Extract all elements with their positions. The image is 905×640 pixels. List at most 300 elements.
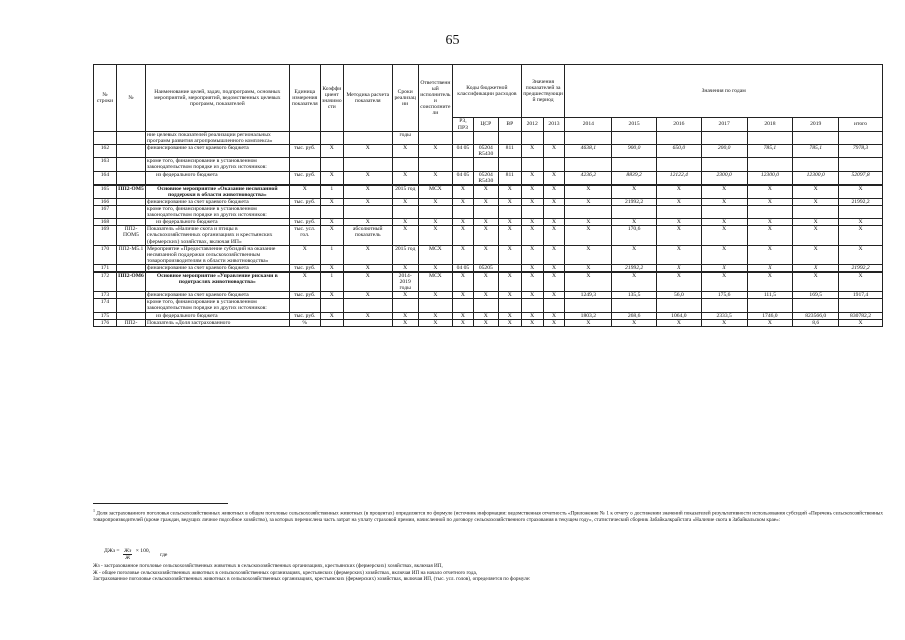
- table-cell: 7978,3: [839, 145, 883, 158]
- table-cell: X: [320, 312, 343, 319]
- table-cell: 1: [320, 272, 343, 292]
- table-cell: 171: [94, 264, 117, 272]
- table-cell: [473, 206, 498, 219]
- table-cell: [793, 299, 839, 312]
- table-cell: X: [343, 245, 392, 264]
- table-cell: X: [498, 292, 521, 299]
- table-cell: 830782,2: [839, 312, 883, 319]
- table-cell: 785,1: [747, 145, 793, 158]
- table-cell: X: [612, 272, 657, 292]
- table-cell: X: [793, 264, 839, 272]
- table-row: [94, 206, 883, 219]
- header-number: №: [116, 65, 145, 132]
- table-cell: X: [453, 272, 474, 292]
- table-cell: [289, 158, 320, 171]
- table-cell: [418, 132, 452, 145]
- table-cell: 12300,0: [793, 171, 839, 185]
- table-cell: 8,6: [793, 319, 839, 326]
- table-cell: 174: [94, 299, 117, 312]
- table-cell: X: [473, 319, 498, 326]
- table-cell: [543, 299, 565, 312]
- footnote: [93, 508, 883, 524]
- table-cell: [116, 299, 145, 312]
- table-cell: [612, 158, 657, 171]
- table-cell: X: [418, 145, 452, 158]
- table-cell: тыс. руб.: [289, 145, 320, 158]
- formula-rhs: × 100,: [135, 548, 151, 554]
- table-cell: X: [521, 171, 543, 185]
- table-cell: 21992,2: [839, 198, 883, 205]
- table-cell: [320, 299, 343, 312]
- header-terms: Сроки реализации: [392, 65, 418, 132]
- table-cell: 169: [94, 226, 117, 245]
- table-cell: X: [418, 312, 452, 319]
- table-cell: 2300,0: [701, 171, 747, 185]
- table-cell: [543, 206, 565, 219]
- header-year-2012: 2012: [521, 118, 543, 132]
- table-cell: X: [701, 219, 747, 226]
- table-cell: X: [565, 245, 612, 264]
- table-cell: X: [521, 319, 543, 326]
- table-cell: [498, 158, 521, 171]
- table-cell: X: [543, 264, 565, 272]
- table-cell: [543, 158, 565, 171]
- table-cell: X: [418, 171, 452, 185]
- table-cell: X: [498, 219, 521, 226]
- table-cell: X: [320, 145, 343, 158]
- table-cell: X: [289, 245, 320, 264]
- table-row: [94, 319, 883, 326]
- table-cell: 04 05: [453, 264, 474, 272]
- table-cell: X: [473, 292, 498, 299]
- table-cell: X: [657, 245, 702, 264]
- table-cell: X: [747, 319, 793, 326]
- table-cell: X: [543, 312, 565, 319]
- table-cell: 2015 год: [392, 245, 418, 264]
- table-cell: 05205: [473, 264, 498, 272]
- table-cell: X: [453, 245, 474, 264]
- table-cell: X: [543, 198, 565, 205]
- table-row: [94, 198, 883, 205]
- header-year-2014: 2014: [565, 118, 612, 132]
- table-cell: 268,6: [612, 312, 657, 319]
- table-cell: [498, 299, 521, 312]
- table-cell: X: [453, 319, 474, 326]
- table-cell: X: [343, 312, 392, 319]
- table-cell: тыс. руб.: [289, 312, 320, 319]
- table-cell: [116, 219, 145, 226]
- table-cell: 135,5: [612, 292, 657, 299]
- table-cell: X: [543, 226, 565, 245]
- table-cell: 1: [320, 245, 343, 264]
- table-cell: X: [453, 226, 474, 245]
- table-cell: [320, 319, 343, 326]
- table-cell: ПП2-ПОМ5: [116, 226, 145, 245]
- table-cell: [453, 206, 474, 219]
- table-cell: МСХ: [418, 185, 452, 199]
- formula-lhs: ДЖз =: [104, 548, 120, 554]
- table-cell: ПП2-М5.1: [116, 245, 145, 264]
- formula-denominator: Ж: [125, 555, 131, 561]
- table-cell: из федерального бюджета: [146, 171, 290, 185]
- table-cell: X: [289, 185, 320, 199]
- table-cell: X: [701, 264, 747, 272]
- table-cell: X: [343, 264, 392, 272]
- table-row: [94, 145, 883, 158]
- table-cell: [839, 132, 883, 145]
- indicators-table: [93, 64, 883, 327]
- table-cell: [747, 132, 793, 145]
- table-cell: X: [521, 198, 543, 205]
- table-cell: [392, 158, 418, 171]
- table-cell: [657, 132, 702, 145]
- header-prev-values: Значения показателей за предшествующий период: [521, 65, 565, 118]
- table-cell: 166: [94, 198, 117, 205]
- table-cell: X: [747, 226, 793, 245]
- table-cell: X: [657, 226, 702, 245]
- table-cell: 900,0: [612, 145, 657, 158]
- table-cell: Основное мероприятие «Управление рисками в подотраслях животноводства»: [146, 272, 290, 292]
- table-cell: [565, 206, 612, 219]
- table-cell: [320, 158, 343, 171]
- table-cell: X: [839, 319, 883, 326]
- table-cell: X: [612, 185, 657, 199]
- table-cell: X: [793, 198, 839, 205]
- table-cell: X: [320, 198, 343, 205]
- table-cell: кроме того, финансирование в установленном законодательством порядке из других источников:: [146, 299, 290, 312]
- table-cell: X: [320, 264, 343, 272]
- table-cell: X: [839, 219, 883, 226]
- table-cell: 8839,2: [612, 171, 657, 185]
- table-cell: [612, 132, 657, 145]
- table-cell: X: [343, 272, 392, 292]
- table-cell: [116, 158, 145, 171]
- table-cell: 1746,0: [747, 312, 793, 319]
- table-cell: X: [343, 292, 392, 299]
- table-cell: X: [701, 198, 747, 205]
- table-cell: X: [521, 312, 543, 319]
- table-cell: [612, 206, 657, 219]
- header-name: Наименование целей, задач, подпрограмм, основных мероприятий, мероприятий, ведомственных целевых программ, показателей: [146, 65, 290, 132]
- table-cell: X: [565, 264, 612, 272]
- table-cell: X: [747, 198, 793, 205]
- table-cell: [392, 206, 418, 219]
- table-cell: X: [612, 219, 657, 226]
- table-row: [94, 158, 883, 171]
- table-cell: [289, 299, 320, 312]
- table-cell: X: [392, 219, 418, 226]
- table-cell: [839, 158, 883, 171]
- table-cell: ПП2-: [116, 319, 145, 326]
- table-cell: X: [839, 226, 883, 245]
- table-cell: [116, 198, 145, 205]
- table-cell: X: [701, 245, 747, 264]
- formula-where: где: [160, 551, 168, 558]
- table-cell: X: [793, 226, 839, 245]
- table-cell: X: [343, 145, 392, 158]
- table-cell: X: [392, 319, 418, 326]
- table-cell: [94, 132, 117, 145]
- header-csr: ЦСР: [473, 118, 498, 132]
- table-row: [94, 171, 883, 185]
- table-cell: [289, 206, 320, 219]
- table-cell: 21992,2: [612, 264, 657, 272]
- table-cell: 12122,4: [657, 171, 702, 185]
- table-cell: X: [498, 272, 521, 292]
- table-cell: [473, 132, 498, 145]
- table-cell: [343, 299, 392, 312]
- table-cell: [453, 299, 474, 312]
- table-cell: X: [498, 226, 521, 245]
- table-cell: [498, 264, 521, 272]
- table-cell: 2014-2019 годы: [392, 272, 418, 292]
- table-cell: Показатель «Наличие скота и птицы в сельскохозяйственных организациях и крестьянских (фермерских) хозяйствах, включая ИП»: [146, 226, 290, 245]
- table-cell: X: [392, 292, 418, 299]
- table-cell: тыс. руб.: [289, 198, 320, 205]
- table-cell: X: [473, 245, 498, 264]
- formula-numerator: Жз: [124, 548, 132, 554]
- header-method: Методика расчета показателя: [343, 65, 392, 132]
- table-cell: Мероприятие «Предоставление субсидий на оказание несвязанной поддержки сельскохозяйственным товаропроизводителям в области животноводства»: [146, 245, 290, 264]
- table-cell: [498, 206, 521, 219]
- table-cell: 169,5: [793, 292, 839, 299]
- table-cell: финансирование за счет краевого бюджета: [146, 264, 290, 272]
- table-cell: [343, 319, 392, 326]
- table-cell: X: [320, 219, 343, 226]
- table-cell: [793, 132, 839, 145]
- table-cell: [747, 158, 793, 171]
- table-row: [94, 219, 883, 226]
- table-cell: Основное мероприятие «Оказание несвязанной поддержки в области животноводства»: [146, 185, 290, 199]
- header-vr: ВР: [498, 118, 521, 132]
- table-cell: X: [498, 245, 521, 264]
- table-cell: X: [521, 245, 543, 264]
- header-unit: Единица измерения показателя: [289, 65, 320, 132]
- table-cell: 1064,0: [657, 312, 702, 319]
- table-cell: 21992,2: [839, 264, 883, 272]
- table-cell: 04 05: [453, 145, 474, 158]
- table-cell: тыс. руб.: [289, 171, 320, 185]
- table-cell: X: [473, 198, 498, 205]
- table-cell: X: [543, 292, 565, 299]
- table-cell: [793, 206, 839, 219]
- table-cell: X: [521, 226, 543, 245]
- table-cell: X: [793, 219, 839, 226]
- table-cell: X: [473, 312, 498, 319]
- table-cell: 52097,8: [839, 171, 883, 185]
- table-cell: X: [498, 312, 521, 319]
- table-cell: X: [418, 198, 452, 205]
- table-cell: [473, 158, 498, 171]
- table-row: [94, 185, 883, 199]
- table-cell: X: [657, 264, 702, 272]
- table-cell: X: [473, 272, 498, 292]
- table-cell: [320, 132, 343, 145]
- table-cell: X: [543, 171, 565, 185]
- header-year-2015: 2015: [612, 118, 657, 132]
- table-cell: 170,6: [612, 226, 657, 245]
- table-cell: X: [543, 319, 565, 326]
- table-cell: [565, 299, 612, 312]
- table-cell: 163: [94, 158, 117, 171]
- definition-item: Жз - застрахованное поголовье сельскохозяйственных животных в сельскохозяйственных организациях, крестьянских (фермерских) хозяйствах, включая ИП,: [93, 563, 443, 569]
- header-row-number: № строки: [94, 65, 117, 132]
- table-cell: [521, 158, 543, 171]
- table-cell: X: [565, 198, 612, 205]
- table-cell: [701, 158, 747, 171]
- table-cell: X: [612, 319, 657, 326]
- table-cell: X: [747, 264, 793, 272]
- formula: [104, 548, 167, 561]
- table-cell: тыс. руб.: [289, 264, 320, 272]
- table-cell: [289, 132, 320, 145]
- table-cell: [320, 206, 343, 219]
- table-cell: 170: [94, 245, 117, 264]
- table-cell: 1249,3: [565, 292, 612, 299]
- table-cell: [453, 158, 474, 171]
- table-cell: X: [343, 171, 392, 185]
- table-row: [94, 312, 883, 319]
- table-cell: [473, 299, 498, 312]
- table-cell: 173: [94, 292, 117, 299]
- table-cell: [343, 132, 392, 145]
- table-cell: кроме того, финансирование в установленном законодательством порядке из других источников:: [146, 158, 290, 171]
- table-cell: 165: [94, 185, 117, 199]
- table-cell: 172: [94, 272, 117, 292]
- definition-item: Ж - общее поголовье сельскохозяйственных животных в сельскохозяйственных организациях, крестьянских (фермерских) хозяйствах, включая ИП на начало отчетного года,: [93, 569, 478, 576]
- table-cell: X: [392, 264, 418, 272]
- table-cell: [521, 299, 543, 312]
- table-cell: X: [473, 185, 498, 199]
- table-cell: X: [320, 171, 343, 185]
- table-cell: [543, 132, 565, 145]
- table-cell: 823566,0: [793, 312, 839, 319]
- table-cell: [116, 206, 145, 219]
- table-cell: X: [657, 185, 702, 199]
- table-cell: 1917,4: [839, 292, 883, 299]
- table-cell: X: [701, 319, 747, 326]
- table-cell: 111,5: [747, 292, 793, 299]
- table-cell: X: [453, 198, 474, 205]
- table-cell: X: [565, 219, 612, 226]
- table-cell: X: [839, 185, 883, 199]
- table-cell: Показатель «Доля застрахованного: [146, 319, 290, 326]
- table-cell: X: [793, 185, 839, 199]
- table-row: [94, 299, 883, 312]
- table-cell: ПП2-ОМ5: [116, 185, 145, 199]
- table-cell: X: [320, 292, 343, 299]
- table-cell: X: [498, 198, 521, 205]
- table-cell: X: [747, 219, 793, 226]
- table-cell: X: [565, 319, 612, 326]
- table-cell: [701, 299, 747, 312]
- table-header: [94, 65, 883, 132]
- table-cell: X: [473, 219, 498, 226]
- table-row: [94, 245, 883, 264]
- table-cell: X: [657, 272, 702, 292]
- table-cell: МСХ: [418, 245, 452, 264]
- table-cell: [116, 312, 145, 319]
- table-cell: X: [543, 219, 565, 226]
- table-cell: 811: [498, 171, 521, 185]
- table-cell: %: [289, 319, 320, 326]
- table-cell: X: [521, 292, 543, 299]
- table-cell: [657, 299, 702, 312]
- table-cell: финансирование за счет краевого бюджета: [146, 292, 290, 299]
- table-cell: X: [418, 226, 452, 245]
- table-cell: 2015 год: [392, 185, 418, 199]
- table-cell: ние целевых показателей реализации региональных программ развития агропромышленного комплекса»: [146, 132, 290, 145]
- table-cell: 4236,2: [565, 171, 612, 185]
- table-cell: X: [418, 319, 452, 326]
- definition-item: Застрахованное поголовье сельскохозяйственных животных в сельскохозяйственных организациях, крестьянских (фермерских) хозяйствах, включая ИП, (тыс. усл. голов), определяется по формуле:: [93, 576, 531, 583]
- table-cell: [116, 171, 145, 185]
- table-cell: X: [565, 185, 612, 199]
- table-cell: X: [453, 292, 474, 299]
- table-cell: X: [392, 198, 418, 205]
- table-cell: X: [498, 185, 521, 199]
- table-cell: X: [701, 272, 747, 292]
- header-year-2016: 2016: [657, 118, 702, 132]
- table-cell: [343, 206, 392, 219]
- footnote-divider: [93, 503, 228, 504]
- table-cell: X: [701, 185, 747, 199]
- table-cell: X: [543, 272, 565, 292]
- table-cell: X: [343, 198, 392, 205]
- table-cell: X: [793, 272, 839, 292]
- table-cell: 200,0: [701, 145, 747, 158]
- table-cell: X: [521, 272, 543, 292]
- table-cell: X: [543, 145, 565, 158]
- table-cell: [657, 206, 702, 219]
- table-cell: X: [453, 219, 474, 226]
- table-cell: 05204 R5430: [473, 171, 498, 185]
- header-year-2019: 2019: [793, 118, 839, 132]
- table-cell: [418, 299, 452, 312]
- table-cell: [657, 158, 702, 171]
- table-cell: 167: [94, 206, 117, 219]
- table-cell: 04 05: [453, 171, 474, 185]
- table-cell: [793, 158, 839, 171]
- table-cell: [343, 158, 392, 171]
- table-cell: X: [521, 264, 543, 272]
- table-cell: X: [543, 185, 565, 199]
- table-cell: X: [612, 245, 657, 264]
- table-cell: финансирование за счет краевого бюджета: [146, 198, 290, 205]
- table-cell: X: [793, 245, 839, 264]
- table-cell: 785,1: [793, 145, 839, 158]
- table-cell: X: [343, 185, 392, 199]
- table-cell: X: [521, 219, 543, 226]
- table-row: [94, 272, 883, 292]
- table-cell: X: [747, 272, 793, 292]
- table-cell: X: [839, 245, 883, 264]
- table-cell: абсолютный показатель: [343, 226, 392, 245]
- header-coefficient: Коэффициент значимости: [320, 65, 343, 132]
- table-cell: финансирование за счет краевого бюджета: [146, 145, 290, 158]
- table-row: [94, 292, 883, 299]
- table-cell: [612, 299, 657, 312]
- table-cell: X: [657, 319, 702, 326]
- table-cell: [418, 206, 452, 219]
- table-cell: X: [521, 145, 543, 158]
- footnote-marker: 1: [93, 508, 95, 513]
- table-cell: X: [453, 185, 474, 199]
- table-cell: 05204 R5430: [473, 145, 498, 158]
- table-cell: [747, 299, 793, 312]
- table-cell: тыс. руб.: [289, 292, 320, 299]
- table-cell: 175: [94, 312, 117, 319]
